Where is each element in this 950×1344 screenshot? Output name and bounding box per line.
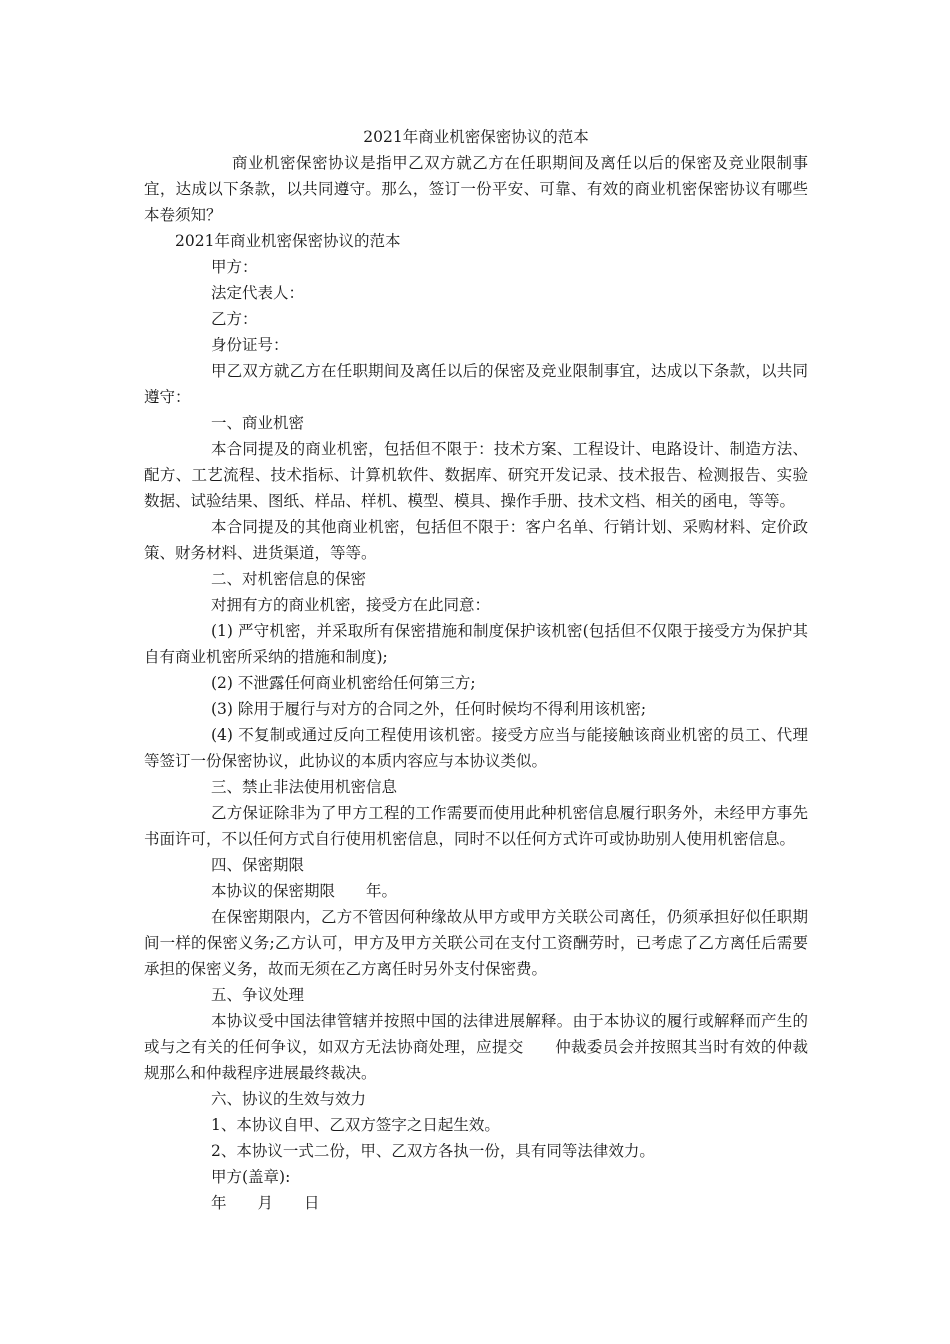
signature-date-line: 年 月 日 bbox=[211, 1194, 320, 1212]
section-3-paragraph-1: 乙方保证除非为了甲方工程的工作需要而使用此种机密信息履行职务外，未经甲方事先书面许可，不以任何方式自行使用机密信息，同时不以任何方式许可或协助别人使用机密信息。 bbox=[144, 804, 808, 848]
legal-rep-label: 法定代表人： bbox=[211, 284, 305, 302]
section-5-paragraph-1: 本协议受中国法律管辖并按照中国的法律进展解释。由于本协议的履行或解释而产生的或与之有关的任何争议，如双方无法协商处理，应提交 仲裁委员会并按照其当时有效的仲裁规那么和仲裁程序进展最终裁决。 bbox=[144, 1012, 808, 1082]
document-title: 2021年商业机密保密协议的范本 bbox=[363, 128, 589, 146]
section-1-heading: 一、商业机密 bbox=[211, 414, 305, 432]
section-4-paragraph-1: 本协议的保密期限 年。 bbox=[211, 882, 398, 900]
section-3-heading: 三、禁止非法使用机密信息 bbox=[211, 778, 398, 796]
section-2-item-4: (4) 不复制或通过反向工程使用该机密。接受方应当与能接触该商业机密的员工、代理等签订一份保密协议，此协议的本质内容应与本协议类似。 bbox=[144, 726, 808, 770]
section-6-item-2: 2、本协议一式二份，甲、乙双方各执一份，具有同等法律效力。 bbox=[211, 1142, 655, 1160]
section-4-heading: 四、保密期限 bbox=[211, 856, 305, 874]
section-2-item-3: (3) 除用于履行与对方的合同之外，任何时候均不得利用该机密; bbox=[211, 700, 647, 718]
section-2-paragraph-1: 对拥有方的商业机密，接受方在此同意： bbox=[211, 596, 491, 614]
section-1-paragraph-2: 本合同提及的其他商业机密，包括但不限于：客户名单、行销计划、采购材料、定价政策、财务材料、进货渠道，等等。 bbox=[144, 518, 808, 562]
preamble-paragraph: 甲乙双方就乙方在任职期间及离任以后的保密及竞业限制事宜，达成以下条款，以共同遵守： bbox=[144, 362, 808, 406]
section-6-heading: 六、协议的生效与效力 bbox=[211, 1090, 367, 1108]
section-4-paragraph-2: 在保密期限内，乙方不管因何种缘故从甲方或甲方关联公司离任，仍须承担好似任职期间一样的保密义务;乙方认可，甲方及甲方关联公司在支付工资酬劳时，已考虑了乙方离任后需要承担的保密义务，故而无须在乙方离任时另外支付保密费。 bbox=[144, 908, 808, 978]
section-2-heading: 二、对机密信息的保密 bbox=[211, 570, 367, 588]
intro-paragraph: 商业机密保密协议是指甲乙双方就乙方在任职期间及离任以后的保密及竞业限制事宜，达成以下条款，以共同遵守。那么，签订一份平安、可靠、有效的商业机密保密协议有哪些本卷须知？ bbox=[144, 154, 808, 224]
document-body bbox=[144, 124, 808, 1216]
section-5-heading: 五、争议处理 bbox=[211, 986, 305, 1004]
id-number-label: 身份证号： bbox=[211, 336, 289, 354]
section-2-item-2: (2) 不泄露任何商业机密给任何第三方; bbox=[211, 674, 476, 692]
section-6-item-1: 1、本协议自甲、乙双方签字之日起生效。 bbox=[211, 1116, 500, 1134]
document-subtitle: 2021年商业机密保密协议的范本 bbox=[175, 232, 401, 250]
party-a-label: 甲方： bbox=[211, 258, 258, 276]
section-2-item-1: (1) 严守机密，并采取所有保密措施和制度保护该机密(包括但不仅限于接受方为保护其自有商业机密所采纳的措施和制度); bbox=[144, 622, 808, 666]
party-a-seal-label: 甲方(盖章): bbox=[211, 1168, 291, 1186]
party-b-label: 乙方： bbox=[211, 310, 258, 328]
section-1-paragraph-1: 本合同提及的商业机密，包括但不限于：技术方案、工程设计、电路设计、制造方法、配方、工艺流程、技术指标、计算机软件、数据库、研究开发记录、技术报告、检测报告、实验数据、试验结果、图纸、样品、样机、模型、模具、操作手册、技术文档、相关的函电，等等。 bbox=[144, 440, 808, 510]
